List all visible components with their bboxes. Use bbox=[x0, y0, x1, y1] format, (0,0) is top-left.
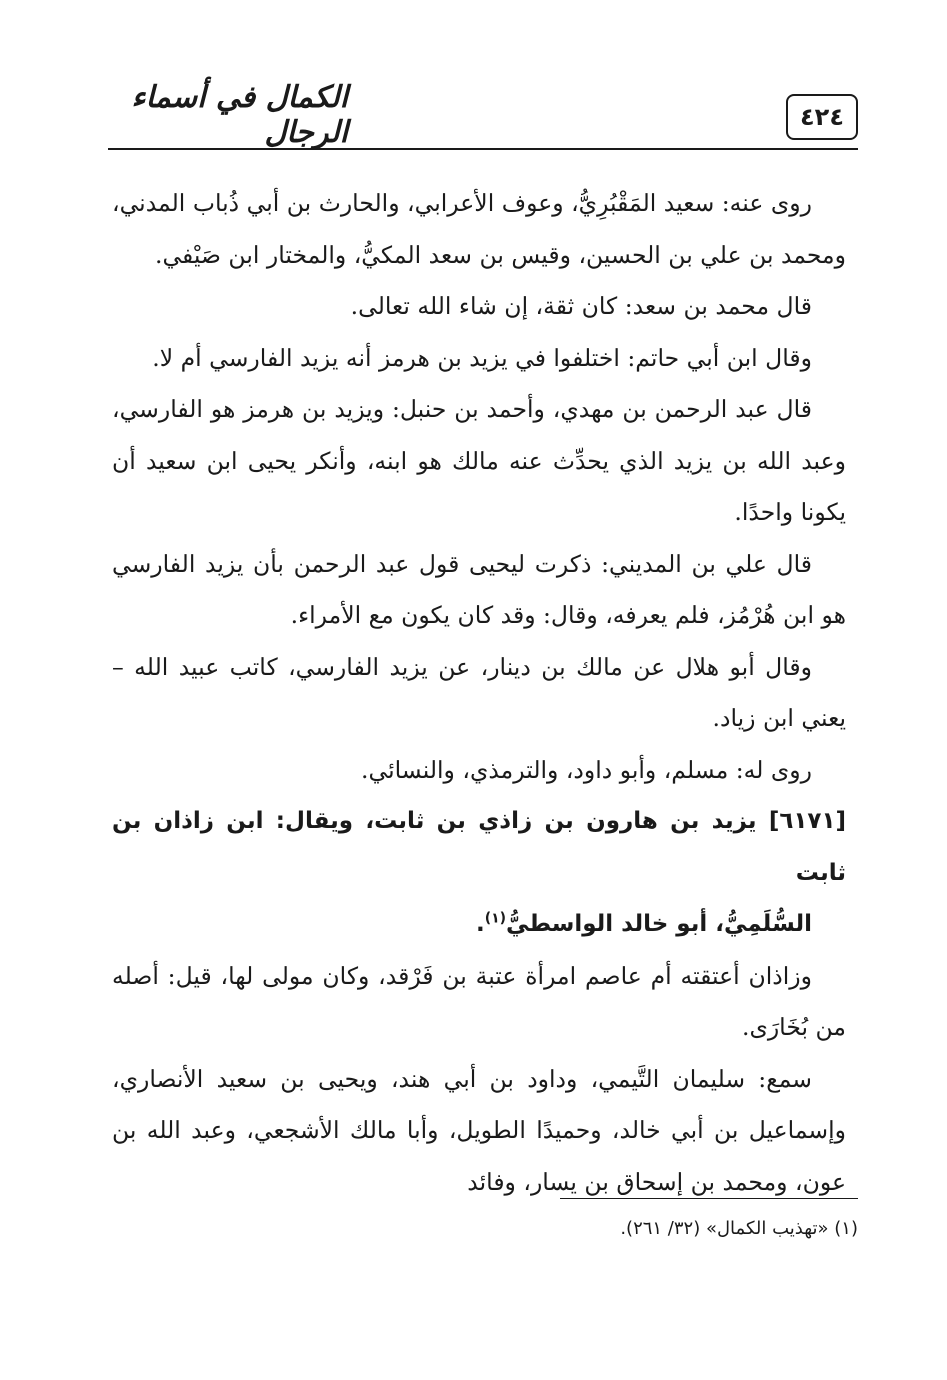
paragraph: قال علي بن المديني: ذكرت ليحيى قول عبد الرحمن بأن يزيد الفارسي هو ابن هُرْمُز، فلم يعرفه، وقال: وقد كان يكون مع الأمراء. bbox=[112, 549, 846, 629]
entry-heading-line2: السُّلَمِيُّ، أبو خالد الواسطيُّ bbox=[506, 911, 812, 937]
footnote: (١) «تهذيب الكمال» (٣٢/ ٢٦١). bbox=[620, 1218, 858, 1239]
paragraph: قال محمد بن سعد: كان ثقة، إن شاء الله تعالى. bbox=[350, 292, 812, 320]
paragraph: روى له: مسلم، وأبو داود، والترمذي، والنسائي. bbox=[361, 755, 812, 784]
header-divider bbox=[108, 148, 858, 150]
entry-heading-line1: [٦١٧١] يزيد بن هارون بن زاذي بن ثابت، ويقال: ابن زاذان بن ثابت bbox=[112, 808, 846, 886]
paragraph: وقال أبو هلال عن مالك بن دينار، عن يزيد الفارسي، كاتب عبيد الله – يعني ابن زياد. bbox=[112, 652, 846, 732]
footnote-divider bbox=[560, 1198, 858, 1199]
paragraph: وزاذان أعتقته أم عاصم امرأة عتبة بن فَرْقد، وكان مولى لها، قيل: أصله من بُخَارَى. bbox=[112, 961, 846, 1041]
main-text bbox=[112, 178, 846, 1208]
paragraph: وقال ابن أبي حاتم: اختلفوا في يزيد بن هرمز أنه يزيد الفارسي أم لا. bbox=[152, 343, 812, 372]
running-title: الكمال في أسماء الرجال bbox=[131, 80, 348, 150]
entry-heading bbox=[112, 796, 846, 951]
paragraph: سمع: سليمان التَّيمي، وداود بن أبي هند، ويحيى بن سعيد الأنصاري، وإسماعيل بن أبي خالد، وحميدًا الطويل، وأبا مالك الأشجعي، وعبد الله بن عون، ومحمد بن إسحاق بن يسار، وفائد bbox=[112, 1064, 846, 1196]
page-header bbox=[108, 80, 858, 150]
page-number: ٤٢٤ bbox=[786, 94, 858, 140]
paragraph: قال عبد الرحمن بن مهدي، وأحمد بن حنبل: ويزيد بن هرمز هو الفارسي، وعبد الله بن يزيد الذي يحدِّث عنه مالك هو ابنه، وأنكر يحيى ابن سعيد أن يكونا واحدًا. bbox=[112, 395, 846, 526]
entry-heading-line2-wrap bbox=[112, 899, 846, 951]
entry-heading-end: . bbox=[475, 911, 485, 937]
paragraph: روى عنه: سعيد المَقْبُرِيُّ، وعوف الأعرابي، والحارث بن أبي ذُباب المدني، ومحمد بن علي بن الحسين، وقيس بن سعد المكيُّ، والمختار ابن صَيْفي. bbox=[112, 189, 846, 269]
footnote-marker: (١) bbox=[484, 910, 507, 927]
